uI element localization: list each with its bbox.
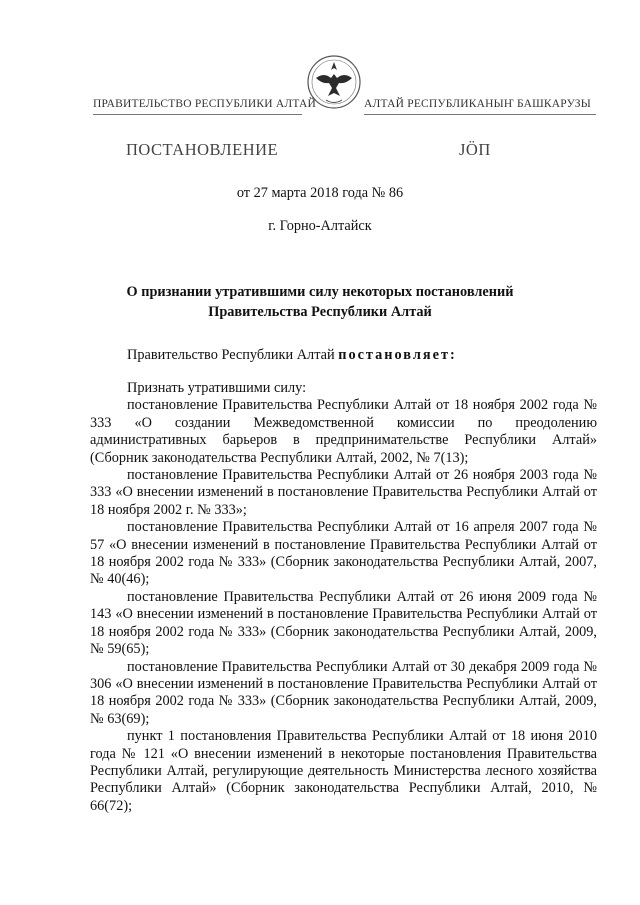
list-item: постановление Правительства Республики Алтай от 16 апреля 2007 года № 57 «О внесении изменений в постановление Правительства Республики Алтай от 18 ноября 2002 года № 333» (Сборник законодательства Республики Алтай, 2007, № 40(46); — [90, 519, 597, 588]
document-city: г. Горно-Алтайск — [268, 218, 372, 234]
document-body — [90, 380, 597, 815]
list-item: постановление Правительства Республики Алтай от 18 ноября 2002 года № 333 «О создании Межведомственной комиссии по преодолению административных барьеров в предпринимательстве Республики Алтай» (Сборник законодательства Республики Алтай, 2002, № 7(13); — [90, 397, 597, 466]
list-item: постановление Правительства Республики Алтай от 26 ноября 2003 года № 333 «О внесении изменений в постановление Правительства Республики Алтай от 18 ноября 2002 г. № 333»; — [90, 467, 597, 518]
title-line-1: О признании утратившими силу некоторых постановлений — [126, 284, 514, 300]
list-item: пункт 1 постановления Правительства Республики Алтай от 18 июня 2010 года № 121 «О внесении изменений в некоторые постановления Правительства Республики Алтай, регулирующие деятельность Министерства лесного хозяйства Республики Алтай» (Сборник законодательства Республики Алтай, 2010, № 66(72); — [90, 728, 597, 814]
intro-emphasis: постановляет: — [338, 347, 457, 363]
header-rule-left — [93, 114, 302, 115]
doc-type-russian: ПОСТАНОВЛЕНИЕ — [126, 140, 279, 159]
list-item: постановление Правительства Республики Алтай от 30 декабря 2009 года № 306 «О внесении изменений в постановление Правительства Республики Алтай от 18 ноября 2002 года № 333» (Сборник законодательства Республики Алтай, 2009, № 63(69); — [90, 658, 597, 727]
list-item: постановление Правительства Республики Алтай от 26 июня 2009 года № 143 «О внесении изменений в постановление Правительства Республики Алтай от 18 ноября 2002 года № 333» (Сборник законодательства Республики Алтай, 2009, № 59(65); — [90, 588, 597, 658]
header-rule-right — [364, 114, 596, 115]
title-line-2: Правительства Республики Алтай — [208, 304, 432, 320]
body-lead: Признать утратившими силу: — [127, 380, 307, 396]
intro-paragraph — [127, 347, 457, 364]
org-name-altai: АЛТАЙ РЕСПУБЛИКАНЫҤ БАШКАРУЗЫ — [364, 98, 591, 110]
document-title — [90, 282, 550, 322]
intro-text: Правительство Республики Алтай — [127, 347, 335, 363]
doc-type-altai: ЈӦП — [459, 140, 491, 159]
document-date-number: от 27 марта 2018 года № 86 — [236, 185, 404, 201]
org-name-russian: ПРАВИТЕЛЬСТВО РЕСПУБЛИКИ АЛТАЙ — [93, 98, 317, 110]
